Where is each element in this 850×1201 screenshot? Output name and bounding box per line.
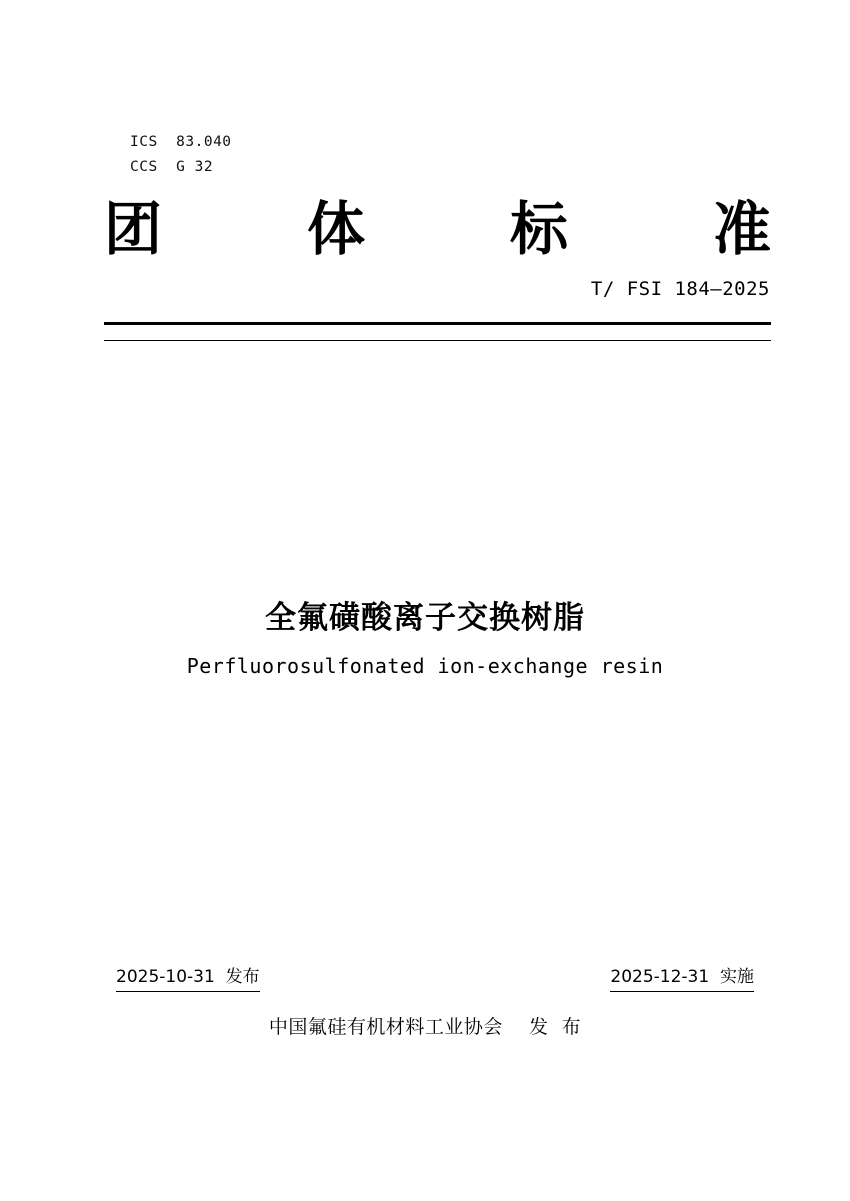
publisher-name: 中国氟硅有机材料工业协会 发 布 — [268, 1016, 582, 1038]
standard-type-char-1: 团 — [104, 195, 163, 263]
document-title-chinese: 全氟磺酸离子交换树脂 — [265, 600, 585, 636]
effective-date: 2025-12-31 实施 — [610, 962, 754, 992]
classification-codes — [130, 130, 232, 180]
document-title-english: Perfluorosulfonated ion-exchange resin — [186, 654, 664, 678]
ccs-code: CCS G 32 — [130, 159, 214, 175]
standard-number: T/ FSI 184—2025 — [590, 278, 770, 300]
ics-code: ICS 83.040 — [130, 134, 232, 150]
divider-thick — [104, 322, 771, 325]
standard-type-char-2: 体 — [306, 195, 365, 263]
standard-type-char-3: 标 — [509, 195, 568, 263]
standard-type-title — [104, 196, 771, 262]
issue-date: 2025-10-31 发布 — [116, 962, 260, 992]
footer-dates — [0, 962, 850, 990]
divider-thin — [104, 340, 771, 341]
standard-type-char-4: 准 — [712, 195, 771, 263]
